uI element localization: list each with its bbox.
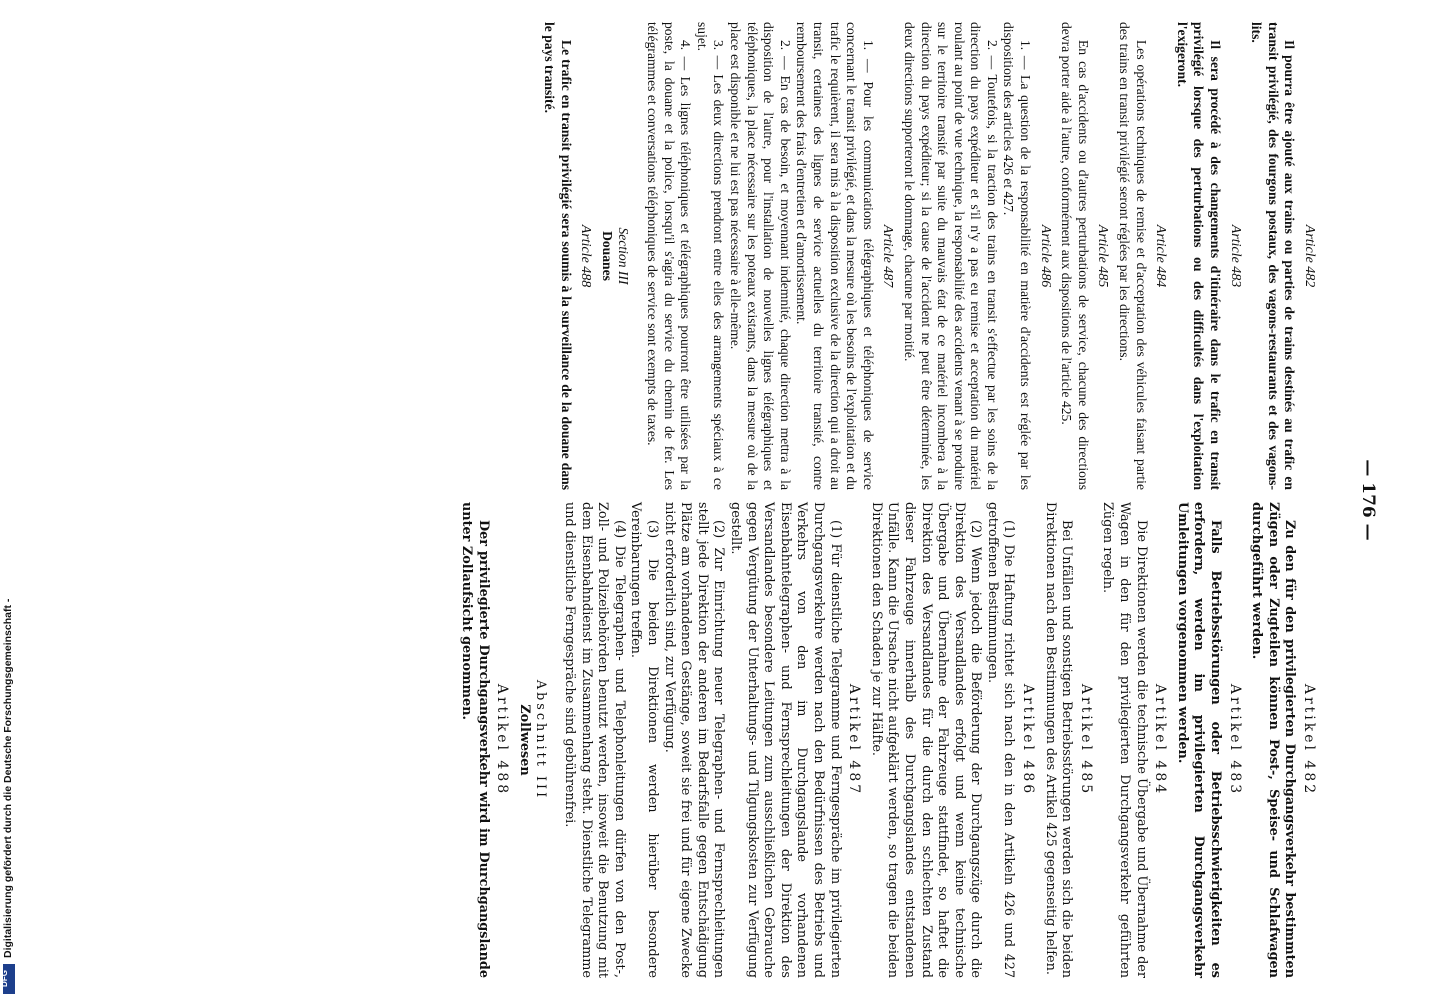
dfg-logo-label: DFG xyxy=(0,970,9,987)
article-482-heading-fr: Article 482 xyxy=(1302,224,1317,288)
article-482-text-de: Zu den für den privilegierten Durchgangsverkehr bestimmten Zügen oder Zugteilen können Post-, Speise- und Schlafwagen durchgeführt werden. xyxy=(1249,502,1298,978)
article-486-paragraph-1-fr: 1. — La question de la responsabilité en matière d'accidents est réglée par les dispositions des articles 426 et 427. xyxy=(1001,22,1034,490)
article-487-heading-de: Artikel 487 xyxy=(846,683,863,797)
article-488-text-de: Der privilegierte Durchgangsverkehr wird im Durchgangslande unter Zollaufsicht genommen. xyxy=(459,502,491,978)
article-486-paragraph-1-de: (1) Die Haftung richtet sich nach den in den Artikeln 426 und 427 getroffenen Bestimmungen. xyxy=(984,502,1017,978)
article-486-heading-fr: Article 486 xyxy=(1037,224,1053,288)
page-content xyxy=(80,0,1380,1000)
article-487-heading-fr: Article 487 xyxy=(880,224,896,288)
footer-credit-text: Digitalisierung gefördert durch die Deutsche Forschungsgemeinschaft - xyxy=(2,598,14,958)
article-484-heading-fr: Article 484 xyxy=(1153,224,1169,288)
article-484-heading-de: Artikel 484 xyxy=(1152,683,1169,797)
article-487-paragraph-4-fr: 4. — Les lignes téléphoniques et télégraphiques pourront être utilisées par la poste, la douane et la police, lorsqu'il s'agira du service du chemin de fer. Les télégrammes et conversations téléphoniques de service sont exempts de taxes. xyxy=(645,22,694,490)
article-487-paragraph-3-fr: 3. — Les deux directions prendront entre elles des arrangements spéciaux à ce sujet. xyxy=(694,22,727,490)
article-487-paragraph-2-de: (2) Zur Einrichtung neuer Telegraphen- und Fernsprechleitungen stellt jede Direktion der anderen im Bedarfsfalle gegen Entschädigung Plätze am vorhandenen Gestänge, soweit sie frei und für eigene Zwecke nicht erforderlich sind, zur Verfügung. xyxy=(661,502,727,978)
section-title-de: Zollwesen xyxy=(516,704,532,776)
article-487-paragraph-3-de: (3) Die beiden Direktionen werden hierüber besondere Vereinbarungen treffen. xyxy=(628,502,661,978)
digitization-footer xyxy=(2,0,16,1000)
article-486-paragraph-2-de: (2) Wenn jedoch die Beförderung der Durchgangszüge durch die Direktion des Versandlandes erfolgt und wenn keine technische Übergabe und Übernahme der Fahrzeuge stattfindet, so haftet die Direktion des Versandlandes für die durch den schlechten Zustand dieser Fahrzeuge innerhalb des Durchgangslandes entstandenen Unfälle. Kann die Ursache nicht aufgeklärt werden, so tragen die beiden Direktionen den Schaden je zur Hälfte. xyxy=(868,502,984,978)
article-483-text-fr: Il sera procédé à des changements d'itinéraire dans le trafic en transit privilégié lorsque des perturbations ou des difficultés dans l'exploitation l'exigeront. xyxy=(1174,22,1224,490)
article-485-text-fr: En cas d'accidents ou d'autres perturbations de service, chacune des directions devra porter aide à l'autre, conformément aux dispositions de l'article 425. xyxy=(1059,22,1091,490)
article-482-heading-de: Artikel 482 xyxy=(1301,683,1317,797)
article-485-heading-de: Artikel 485 xyxy=(1077,683,1094,797)
article-482-text-fr: Il pourra être ajouté aux trains ou parties de trains destinés au trafic en transit privilégié, des fourgons postaux, des vagons-restaurants et des vagons-lits. xyxy=(1249,22,1298,490)
french-column xyxy=(540,22,1322,490)
article-487-paragraph-2-fr: 2. — En cas de besoin, et moyennant indemnité, chaque direction mettra à la disposition de l'autre, pour l'installation de nouvelles lignes télégraphiques et téléphoniques, la place nécessaire sur les poteaux existants, dans la mesure où de la place est disponible et ne lui est pas nécessaire à elle-même. xyxy=(728,22,793,490)
article-488-heading-de: Artikel 488 xyxy=(494,683,511,797)
article-487-paragraph-4-de: (4) Die Telegraphen- und Telephonleitungen dürfen von den Post-, Zoll- und Polizeibehörden benutzt werden, insoweit die Benutzung mit dem Eisenbahndienst im Zusammenhang steht. Dienstliche Telegramme und dienstliche Ferngespräche sind gebührenfrei. xyxy=(562,502,627,978)
section-title-fr: Douanes xyxy=(599,231,615,281)
article-488-heading-fr: Article 488 xyxy=(578,224,594,288)
dfg-logo xyxy=(0,964,15,994)
page-number: — 176 — xyxy=(1358,459,1378,541)
article-483-heading-de: Artikel 483 xyxy=(1226,683,1243,797)
article-483-heading-fr: Article 483 xyxy=(1227,224,1243,288)
article-488-text-fr: Le trafic en transit privilégié sera soumis à la surveillance de la douane dans le pays transité. xyxy=(542,22,574,490)
article-486-heading-de: Artikel 486 xyxy=(1020,683,1037,797)
article-485-heading-fr: Article 485 xyxy=(1095,224,1111,288)
german-column xyxy=(458,502,1323,978)
article-484-text-de: Die Direktionen werden die technische Übergabe und Übernahme der Wagen in den für den privilegierten Durchgangsverkehr geführten Zügen regeln. xyxy=(1100,502,1149,978)
article-485-text-de: Bei Unfällen und sonstigen Betriebsstörungen werden sich die beiden Direktionen nach den Bestimmungen des Artikel 425 gegenseitig helfen. xyxy=(1042,502,1075,978)
article-484-text-fr: Les opérations techniques de remise et d'acceptation des véhicules faisant partie des trains en transit privilégié seront réglées par les directions. xyxy=(1117,22,1149,490)
article-487-paragraph-1-fr: 1. — Pour les communications télégraphiques et téléphoniques de service concernant le transit privilégié, et dans la mesure où les besoins de l'exploitation et du trafic le requièrent, il sera mis à la disposition exclusive de la direction qui a droit au transit, certaines des lignes de service actuelles du territoire transité, contre remboursement des frais d'entretien et d'amortissement. xyxy=(794,22,876,490)
article-487-paragraph-1-de: (1) Für dienstliche Telegramme und Ferngespräche im privilegierten Durchgangsverkehre werden nach den Bedürfnissen des Betriebs und Verkehrs von den im Durchgangslande vorhandenen Eisenbahntelegraphen- und Fernsprechleitungen der Direktion des Versandlandes besondere Leitungen zum ausschließlichen Gebrauche gegen Vergütung der Unterhaltungs- und Tilgungskosten zur Verfügung gestellt. xyxy=(728,502,843,978)
section-heading-fr: Section III xyxy=(616,227,632,285)
section-heading-de: Abschnitt III xyxy=(533,679,549,801)
article-483-text-de: Falls Betriebsstörungen oder Betriebsschwierigkeiten es erfordern, werden im privilegierten Durchgangsverkehr Umleitungen vorgenommen werden. xyxy=(1174,502,1224,978)
article-486-paragraph-2-fr: 2. — Toutefois, si la traction des trains en transit s'effectue par les soins de la direction du pays expéditeur et s'il n'y a pas eu remise et acceptation du matériel roulant au point de vue technique, la responsabilité des accidents venant à se produire sur le territoire transité par suite du mauvais état de ce matériel incombera à la direction du pays expéditeur; si la cause de l'accident ne peut être déterminée, les deux directions supporteront le dommage, chacune par moitié. xyxy=(901,22,1000,490)
